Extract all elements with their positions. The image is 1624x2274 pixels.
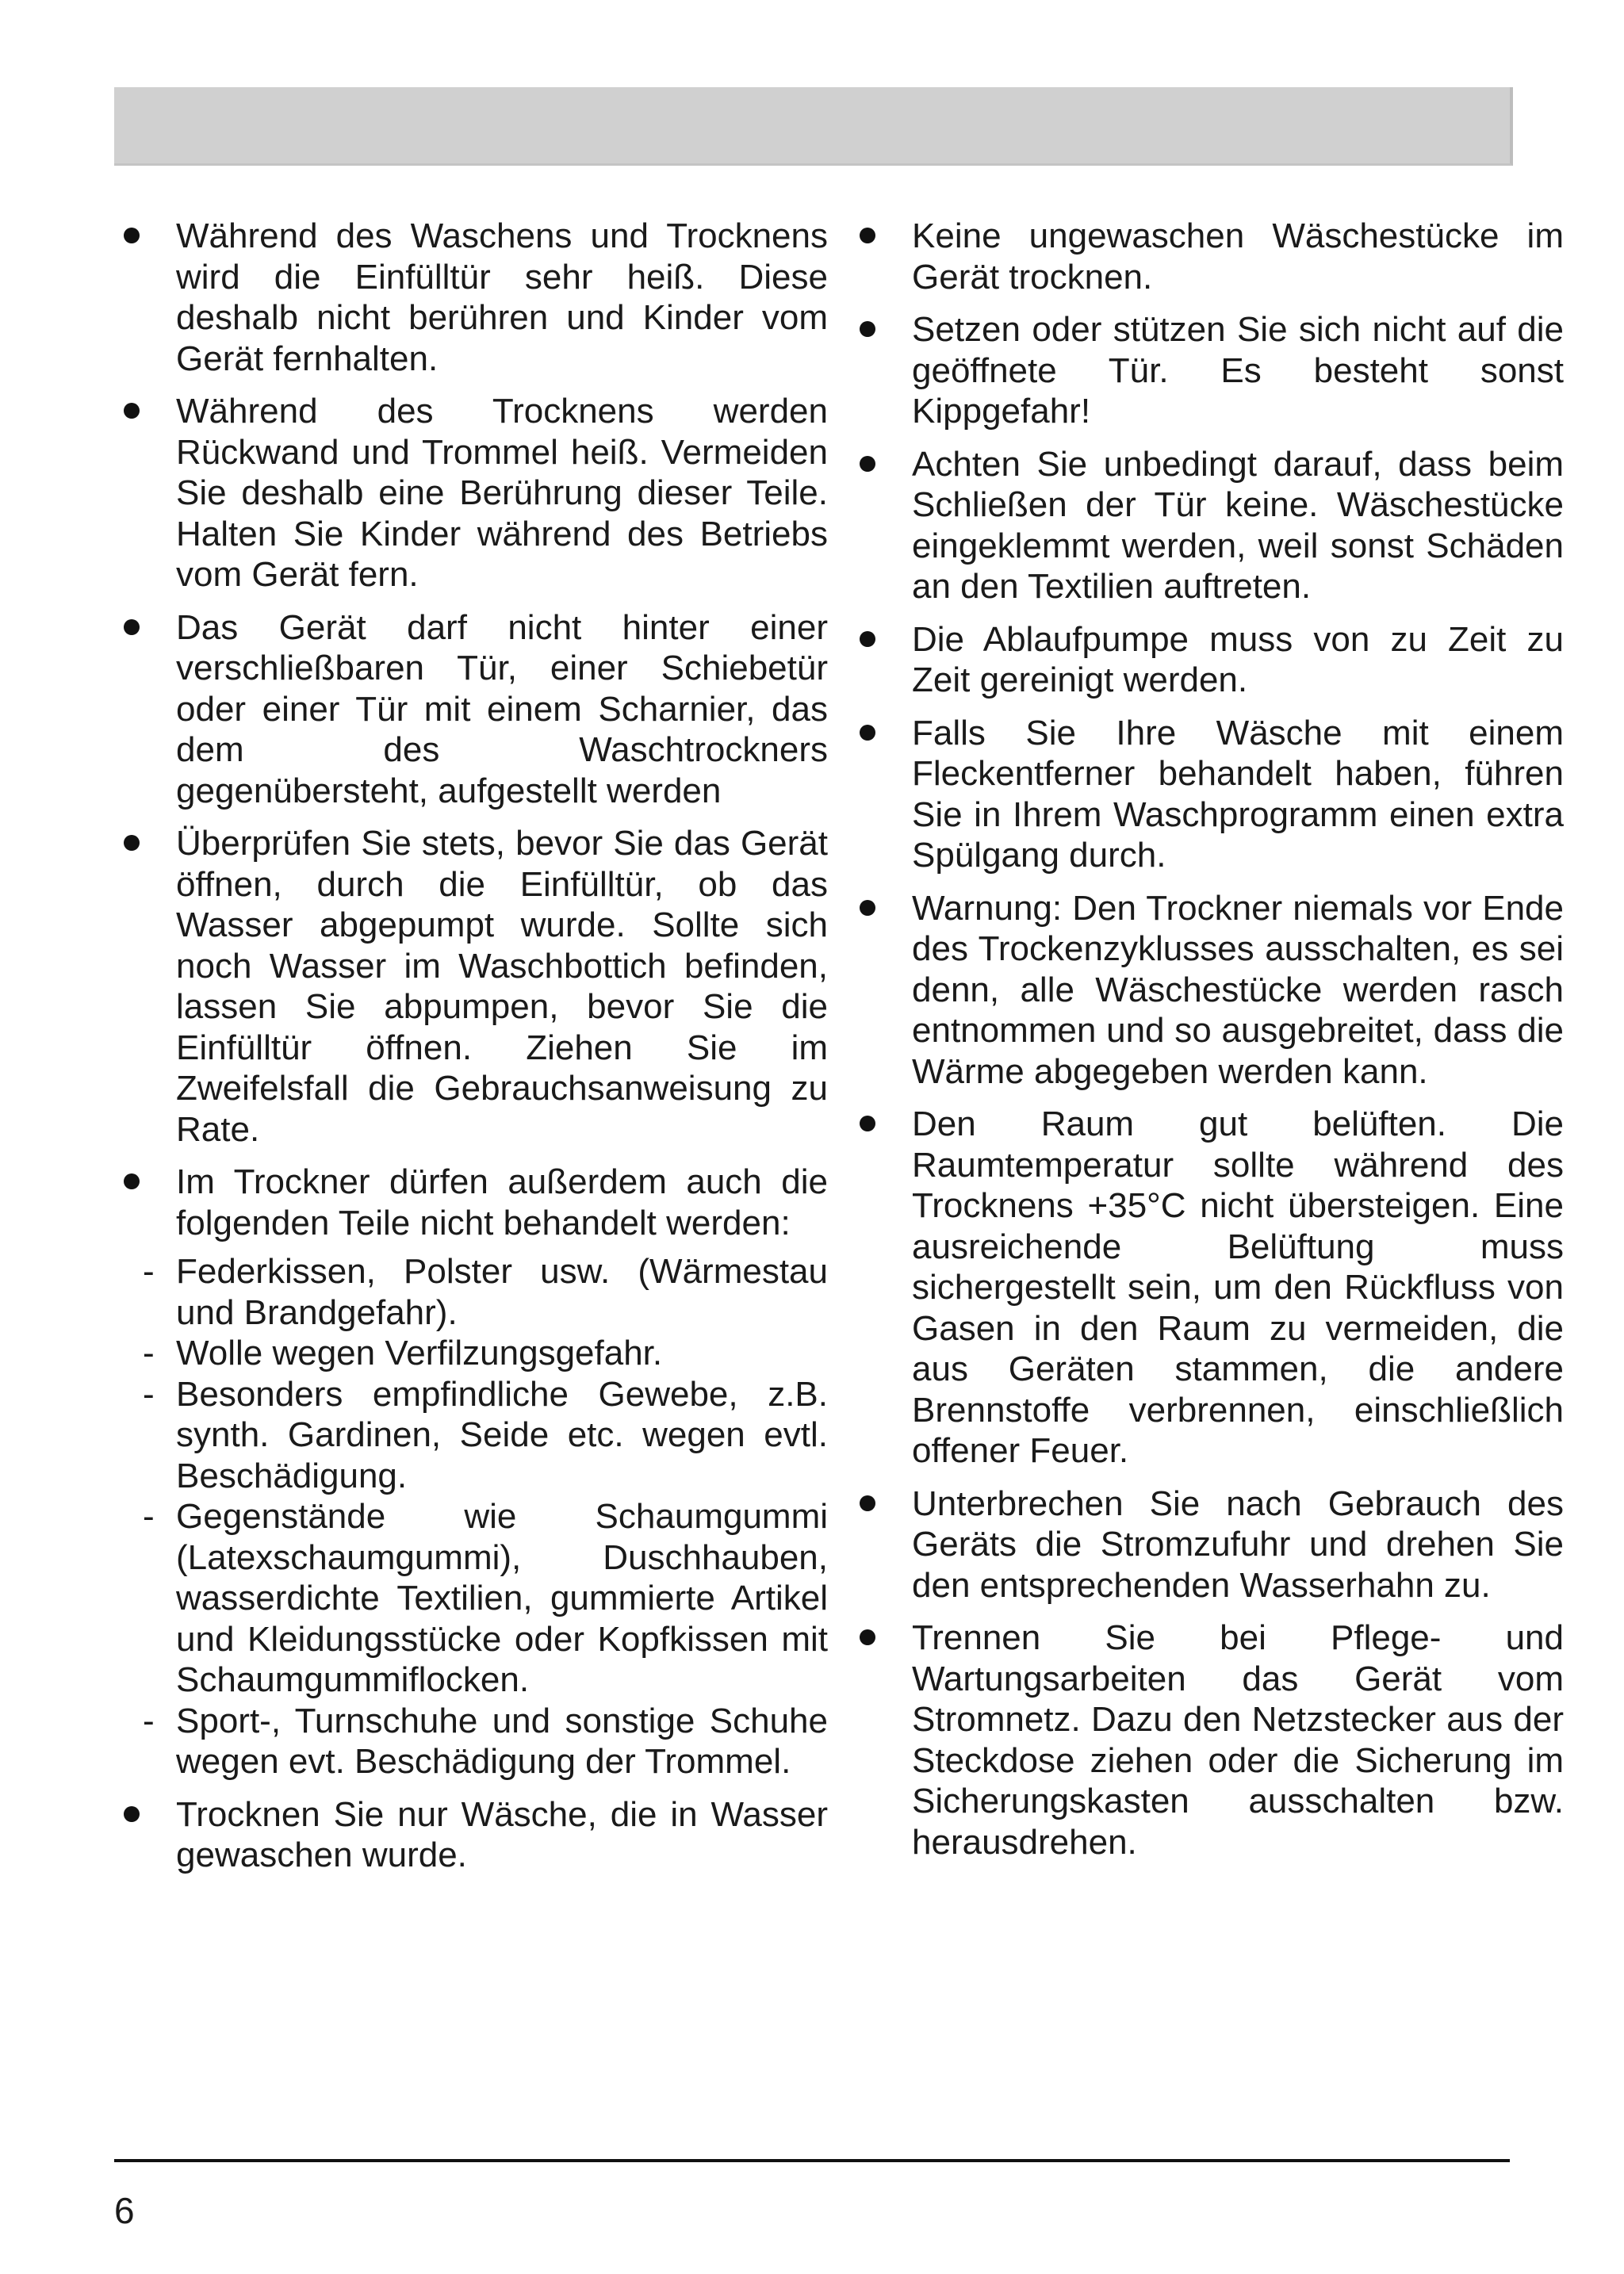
list-item: Keine ungewaschen Wäschestücke im Gerät trocknen. (912, 216, 1564, 297)
page-number: 6 (114, 2190, 135, 2231)
list-item: Während des Trocknens werden Rückwand und Trommel heiß. Vermeiden Sie deshalb eine Berührung dieser Teile. Halten Sie Kinder während des Betriebs vom Gerät fern. (176, 392, 828, 594)
list-item: Die Ablaufpumpe muss von zu Zeit zu Zeit gereinigt werden. (912, 619, 1564, 699)
sub-list-item: - Besonders empfindliche Gewebe, z.B. synth. Gardinen, Seide etc. wegen evtl. Beschädigung. (176, 1374, 828, 1497)
list-item: Setzen oder stützen Sie sich nicht auf die geöffnete Tür. Es besteht sonst Kippgefahr! (912, 310, 1564, 431)
right-column (912, 216, 1564, 1874)
list-item: Den Raum gut belüften. Die Raumtemperatur sollte während des Trocknens +35°C nicht übersteigen. Eine ausreichende Belüftung muss sichergestellt sein, um den Rückfluss von Gasen in den Raum zu vermeiden, die aus Geräten stammen, die andere Brennstoffe verbrennen, einschließlich offener Feuer. (912, 1104, 1564, 1470)
header-band (114, 87, 1513, 166)
sub-list-item: - Sport-, Turnschuhe und sonstige Schuhe wegen evt. Beschädigung der Trommel. (176, 1701, 828, 1782)
sub-list-item: - Wolle wegen Verfilzungsgefahr. (176, 1333, 828, 1374)
list-item: Das Gerät darf nicht hinter einer verschließbaren Tür, einer Schiebetür oder einer Tür mit einem Scharnier, das dem des Waschtrockners gegenübersteht, aufgestellt werden (176, 607, 828, 810)
list-item: Trocknen Sie nur Wäsche, die in Wasser gewaschen wurde. (176, 1794, 828, 1874)
sub-list-item: - Gegenstände wie Schaumgummi (Latexschaumgummi), Duschhauben, wasserdichte Textilien, gummierte Artikel und Kleidungsstücke oder Kopfkissen mit Schaumgummiflocken. (176, 1496, 828, 1701)
list-item: Im Trockner dürfen außerdem auch die folgenden Teile nicht behandelt werden: (176, 1162, 828, 1242)
list-item: Trennen Sie bei Pflege- und Wartungsarbeiten das Gerät vom Stromnetz. Dazu den Netzstecker aus der Steckdose ziehen oder die Sicherung im Sicherungskasten ausschalten bzw. herausdrehen. (912, 1618, 1564, 1862)
list-item: Während des Waschens und Trocknens wird die Einfülltür sehr heiß. Diese deshalb nicht berühren und Kinder vom Gerät fernhalten. (176, 216, 828, 378)
list-item: Überprüfen Sie stets, bevor Sie das Gerät öffnen, durch die Einfülltür, ob das Wasser abgepumpt wurde. Sollte sich noch Wasser im Waschbottich befinden, lassen Sie abpumpen, bevor Sie die Einfülltür öffnen. Ziehen Sie im Zweifelsfall die Gebrauchsanweisung zu Rate. (176, 824, 828, 1149)
list-item: Achten Sie unbedingt darauf, dass beim Schließen der Tür keine. Wäschestücke eingeklemmt werden, weil sonst Schäden an den Textilien auftreten. (912, 444, 1564, 606)
footer-rule (114, 2159, 1510, 2162)
sub-list-item: - Federkissen, Polster usw. (Wärmestau und Brandgefahr). (176, 1251, 828, 1333)
left-column (176, 216, 828, 1888)
list-item: Falls Sie Ihre Wäsche mit einem Fleckentferner behandelt haben, führen Sie in Ihrem Waschprogramm einen extra Spülgang durch. (912, 713, 1564, 875)
list-item: Unterbrechen Sie nach Gebrauch des Geräts die Stromzufuhr und drehen Sie den entsprechenden Wasserhahn zu. (912, 1483, 1564, 1605)
list-item: Warnung: Den Trockner niemals vor Ende des Trockenzyklusses ausschalten, es sei denn, alle Wäschestücke werden rasch entnommen und so ausgebreitet, dass die Wärme abgegeben werden kann. (912, 888, 1564, 1091)
